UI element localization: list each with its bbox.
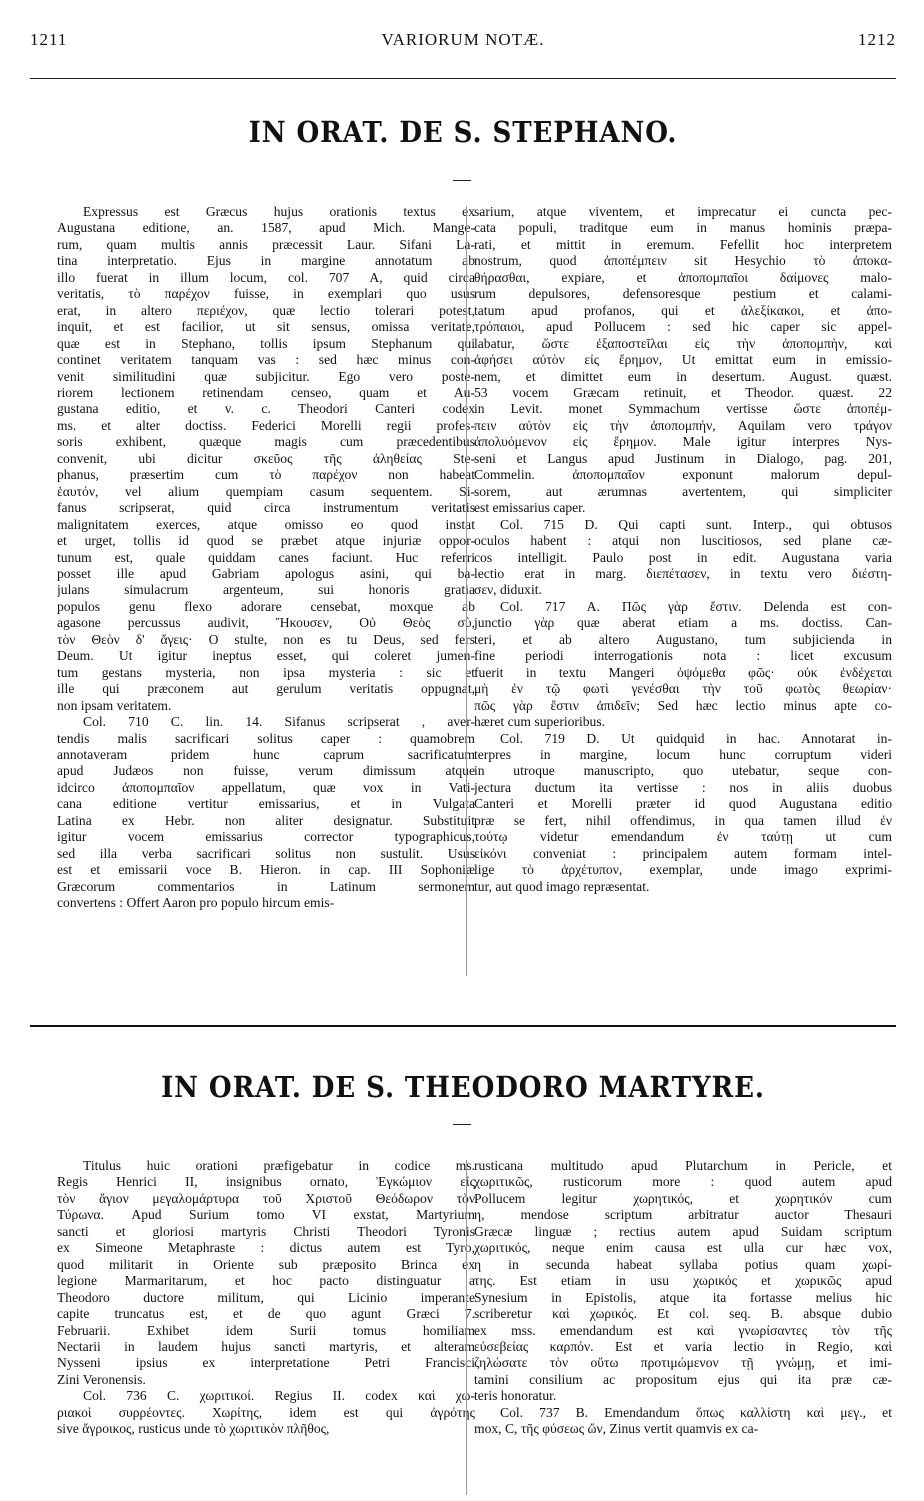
text-line: legione Marmaritarum, et hoc pacto distinguatur a xyxy=(57,1273,475,1289)
text-line: Synesium in Epistolis, atque ita fortasse melius hic xyxy=(474,1289,892,1305)
text-line: teri, et ab altero Augustano, tum subjicienda in xyxy=(474,631,892,647)
text-line: oculos habent : atqui non luscitiosos, sed plane cæ- xyxy=(474,533,892,549)
text-line: lige τὸ ἀρχέτυπον, exemplar, unde imago exprimi- xyxy=(474,862,892,878)
text-line: Nectarii in laudem hujus sancti martyris, et alteram xyxy=(57,1338,475,1354)
text-line: Nysseni ipsius ex interpretatione Petri Francisci xyxy=(57,1355,475,1371)
text-line: tum gestans mysteria, non ipsa mysteria : sic et xyxy=(57,664,475,680)
text-line: cata populi, traditque eum in manus hominis præpa- xyxy=(474,220,892,236)
column-left xyxy=(57,204,475,911)
text-line: ζηλώσατε τὸν οὕτω προτιμώμενον τῇ γνώμῃ, et imi- xyxy=(474,1355,892,1371)
text-line: igitur vocem emissarius corrector typographicus, xyxy=(57,829,475,845)
column-right xyxy=(474,1158,892,1438)
text-line: fanus scripserat, quid circa instrumentum veritatis xyxy=(57,500,475,516)
text-line: posset ille apud Gabriam apologus asini, qui ba- xyxy=(57,565,475,581)
text-line: soris exhibent, quæque magis cum præcedentibus xyxy=(57,434,475,450)
text-line: agasone percussus audivit, Ἤκουσεν, Οὐ Θεὸς σὺ, xyxy=(57,615,475,631)
text-line: χωριτικός, neque enim causa est ulla cur hæc vox, xyxy=(474,1240,892,1256)
section-divider xyxy=(30,1025,896,1027)
text-line: nem, et dimittet eum in desertum. August. quæst. xyxy=(474,368,892,384)
text-line: tunum est, quale quiddam canes faciunt. Huc referri xyxy=(57,549,475,565)
text-line: tina interpretatio. Ejus in margine annotatum ab xyxy=(57,253,475,269)
title-dash xyxy=(453,180,471,181)
text-line: seni et Langus apud Justinum in Dialogo, pag. 201, xyxy=(474,450,892,466)
text-line: et urget, tollis id quod se præbet atque injuriæ oppor- xyxy=(57,533,475,549)
text-line: quod militarit in Oriente sub præposito Brinca ex xyxy=(57,1256,475,1272)
page-number-left: 1211 xyxy=(30,30,68,49)
text-line: θήρασθαι, expiare, et ἀποπομπαῖοι δαίμονες malo- xyxy=(474,269,892,285)
text-line: malignitatem exerces, atque omisso eo quod instat xyxy=(57,516,475,532)
text-line: εὐσεβείας καρπόν. Est et varia lectio in Regio, καὶ xyxy=(474,1338,892,1354)
text-line: in Levit. monet Symmachum vertisse ὥστε ἀποπέμ- xyxy=(474,401,892,417)
text-line: ἑαυτόν, vel alium quempiam casum sequentem. Si- xyxy=(57,483,475,499)
text-line: Deum. Ut igitur ineptus esset, qui coleret jumen- xyxy=(57,648,475,664)
text-line: populos genu flexo adorare censebat, moxque ab xyxy=(57,598,475,614)
text-line: gustana editio, et v. c. Theodori Canteri codex xyxy=(57,401,475,417)
text-line: ex mss. emendandum est καὶ γνωρίσαντες τὸν τῆς xyxy=(474,1322,892,1338)
text-line: tur, aut quod imago repræsentat. xyxy=(474,878,650,894)
text-line: τὸν Θεὸν δ' ἄγεις· O stulte, non es tu Deus, sed fers xyxy=(57,631,475,647)
column-left xyxy=(57,1158,475,1438)
text-line: quæ est in Stephano, tollis ipsum Stephanum qui xyxy=(57,335,475,351)
text-line: fine periodi interrogationis nota : licet excusum xyxy=(474,648,892,664)
text-line: est et emissarii voce B. Hieron. in cap. III Sophoniæ xyxy=(57,862,475,878)
text-line: continet veritatem tanquam vas : sed hæc minus con- xyxy=(57,352,475,368)
text-line: 53 vocem Græcam retinuit, et Theodor. quæst. 22 xyxy=(474,384,892,400)
text-line: η in secunda habeat syllaba potius quam χωρί- xyxy=(474,1256,892,1272)
text-line: Col. 715 D. Qui capti sunt. Interp., qui obtusos xyxy=(500,516,892,532)
text-line: labatur, ὥστε ἐξαποστεῖλαι εἰς τὴν ἀποπομπὴν, καὶ xyxy=(474,335,892,351)
text-line: τούτῳ videtur emendandum ἐν ταύτῃ ut cum xyxy=(474,829,892,845)
text-line: jectura ductum ita vertisse : nos in aliis duobus xyxy=(474,779,892,795)
text-line: in utroque manuscripto, quo utebatur, seque con- xyxy=(474,763,892,779)
section-title-theodoro: IN ORAT. DE S. THEODORO MARTYRE. xyxy=(161,1070,765,1104)
text-line: tendis malis sacrificari solitus caper : quamobrem xyxy=(57,730,475,746)
text-line: Græcæ linguæ ; rectius autem apud Suidam scriptum xyxy=(474,1223,892,1239)
text-line: sive ἄγροικος, rusticus unde τὸ χωριτικὸν πλῆθος, xyxy=(57,1421,330,1437)
running-title: VARIORUM NOTÆ. xyxy=(381,30,545,49)
text-line: tatum apud profanos, qui et ἀλεξίκακοι, et ἀπο- xyxy=(474,302,892,318)
text-line: hæret cum superioribus. xyxy=(474,714,606,730)
text-line: terpres in margine, locum hunc corruptum videri xyxy=(474,746,892,762)
text-line: της. Est etiam in usu χωρικός et χωρικῶς apud xyxy=(474,1273,892,1289)
text-line: sarium, atque viventem, et imprecatur ei cuncta pec- xyxy=(474,204,892,219)
text-line: χωριτικῶς, rusticorum more : quod autem apud xyxy=(474,1174,892,1190)
text-line: sed illa verba sacrificari solitus non sustulit. Usus xyxy=(57,845,475,861)
header-rule xyxy=(30,78,896,79)
text-line: rusticana multitudo apud Plutarchum in Pericle, et xyxy=(474,1158,892,1173)
text-line: rati, et mittit in eremum. Fefellit hoc interpretem xyxy=(474,236,892,252)
text-line: Col. 717 A. Πῶς γὰρ ἔστιν. Delenda est con- xyxy=(500,598,892,614)
text-line: πειν αὐτὸν εἰς τὴν ἀποπομπήν, Aquilam vero τράγον xyxy=(474,417,892,433)
text-line: ille qui præconem aut gerulum veritatis oppugnat, xyxy=(57,681,475,697)
text-line: Pollucem legitur χωρητικός, et χωρητικόν cum xyxy=(474,1190,892,1206)
text-line: annotaveram pridem hunc caprum sacrificatum xyxy=(57,746,475,762)
text-line: ἀφήσει αὐτὸν εἰς ἔρημον, Ut emittat eum in emissio- xyxy=(474,352,892,368)
text-line: illo fuerat in illum locum, col. 707 A, quid circa xyxy=(57,269,475,285)
text-line: non ipsam veritatem. xyxy=(57,697,172,713)
text-line: Græcorum commentarios in Latinum sermonem xyxy=(57,878,475,894)
text-line: πῶς γὰρ ἔστιν ἀπιδεῖν; Sed hæc lectio minus apte co- xyxy=(474,697,892,713)
text-line: junctio γὰρ quæ aberat etiam a ms. doctiss. Can- xyxy=(474,615,892,631)
text-line: mox, C, τῆς φύσεως ὤν, Zinus vertit quamvis ex ca- xyxy=(474,1421,759,1437)
text-line: Latina ex Hebr. non aliter designatur. Substituit xyxy=(57,812,475,828)
column-divider xyxy=(466,1160,467,1495)
text-line: Regis Henrici II, insignibus ornato, Ἐγκώμιον εἰς xyxy=(57,1174,475,1190)
section-title-stephano: IN ORAT. DE S. STEPHANO. xyxy=(248,115,678,149)
text-line: τὸν ἅγιον μεγαλομάρτυρα τοῦ Χριστοῦ Θεόδωρον τὸν xyxy=(57,1190,475,1206)
text-line: εἰκόνι conveniat : principalem autem formam intel- xyxy=(474,845,892,861)
text-line: ἀπολυόμενον εἰς ἔρημον. Male igitur interpres Nys- xyxy=(474,434,892,450)
text-line: teris honoratur. xyxy=(474,1388,557,1404)
text-line: Expressus est Græcus hujus orationis textus ex xyxy=(83,204,475,219)
text-line: Theodoro ductore militum, qui Licinio imperante xyxy=(57,1289,475,1305)
text-line: apud Judæos non fuisse, verum dimissum atque xyxy=(57,763,475,779)
text-line: Zini Veronensis. xyxy=(57,1371,146,1387)
text-line: venit similitudini quæ subjicitur. Ego vero poste- xyxy=(57,368,475,384)
text-line: Col. 736 C. χωριτικοί. Regius II. codex καὶ χω- xyxy=(83,1388,475,1404)
text-line: veritatis, τὸ παρέχον fuisse, in exemplari quo usus xyxy=(57,286,475,302)
text-line: ριακοὶ συρρέοντες. Χωρίτης, idem est qui ἀγρότης xyxy=(57,1404,475,1420)
column-right xyxy=(474,204,892,895)
page-number-right: 1212 xyxy=(858,30,896,49)
text-line: rum, quam multis annis præcessit Laur. Sifani La- xyxy=(57,236,475,252)
text-line: Τύρωνα. Apud Surium tomo VI exstat, Martyrium xyxy=(57,1207,475,1223)
text-line: inquit, et est facilior, ut sit sensus, omissa veritate, xyxy=(57,319,475,335)
text-line: phanus, præsertim cum τὸ παρέχον non habeat xyxy=(57,467,475,483)
text-line: τρόπαιοι, apud Pollucem : sed hic caper sic appel- xyxy=(474,319,892,335)
text-line: Titulus huic orationi præfigebatur in codice ms. xyxy=(83,1158,475,1173)
text-line: sorem, aut ærumnas avertentem, qui simpliciter xyxy=(474,483,892,499)
text-line: ex Simeone Metaphraste : dictus autem est Tyro, xyxy=(57,1240,475,1256)
text-line: Canteri et Morelli præter id quod Augustana editio xyxy=(474,796,892,812)
text-line: julans simulacrum argenteum, sui honoris gratia xyxy=(57,582,475,598)
text-line: σεν, diduxit. xyxy=(474,582,542,598)
text-line: η, mendose scriptum arbitratur auctor Thesauri xyxy=(474,1207,892,1223)
text-line: Commelin. ἀποπομπαῖον exponunt malorum depul- xyxy=(474,467,892,483)
text-line: ms. et alter doctiss. Federici Morelli regii profes- xyxy=(57,417,475,433)
text-line: sancti et gloriosi martyris Christi Theodori Tyronis xyxy=(57,1223,475,1239)
text-line: præ se fert, nihil offendimus, in qua tamen illud ἐν xyxy=(474,812,892,828)
running-head xyxy=(30,30,896,54)
text-line: convertens : Offert Aaron pro populo hircum emis- xyxy=(57,895,335,911)
text-line: cana editione vertitur emissarius, et in Vulgata xyxy=(57,796,475,812)
text-line: Col. 710 C. lin. 14. Sifanus scripserat , aver- xyxy=(83,714,475,730)
text-line: scriberetur καὶ χωρικός. Et col. seq. B. absque dubio xyxy=(474,1306,892,1322)
text-line: lectio erat in marg. διεπέτασεν, in textu vero διέστη- xyxy=(474,565,892,581)
text-line: capite truncatus est, et de quo agunt Græci 7. xyxy=(57,1306,475,1322)
title-dash xyxy=(453,1124,471,1125)
text-line: rum depulsores, defensoresque pestium et calami- xyxy=(474,286,892,302)
text-line: idcirco ἀποπομπαῖον appellatum, quæ vox in Vati- xyxy=(57,779,475,795)
text-line: erat, in altero περιέχον, quæ lectio tolerari potest, xyxy=(57,302,475,318)
text-line: cos intelligit. Paulo post in edit. Augustana varia xyxy=(474,549,892,565)
column-divider xyxy=(466,206,467,976)
text-line: Augustana editione, an. 1587, apud Mich. Mange- xyxy=(57,220,475,236)
text-line: fuerit in textu Mangeri ὀψόμεθα φῶς· οὐκ ἐνδέχεται xyxy=(474,664,892,680)
text-line: est emissarius caper. xyxy=(474,500,586,516)
text-line: Col. 737 B. Emendandum ὅπως καλλίστη καὶ μεγ., et xyxy=(500,1404,892,1420)
text-line: μὴ ἐν τῷ φωτὶ γενέσθαι τὴν τοῦ φωτὸς θεωρίαν· xyxy=(474,681,892,697)
text-line: tamini consilium ac propositum ejus qui ita præ cæ- xyxy=(474,1371,892,1387)
text-line: Col. 719 D. Ut quidquid in hac. Annotarat in- xyxy=(500,730,892,746)
text-line: convenit, ubi dicitur σκεῦος τῆς ἀληθείας Ste- xyxy=(57,450,475,466)
text-line: riorem lectionem retinendam censeo, quam et Au- xyxy=(57,384,475,400)
text-line: Februarii. Exhibet idem Surii tomus homiliam xyxy=(57,1322,475,1338)
text-line: nostrum, quod ἀποπέμπειν sit Hesychio τὸ ἀποκα- xyxy=(474,253,892,269)
